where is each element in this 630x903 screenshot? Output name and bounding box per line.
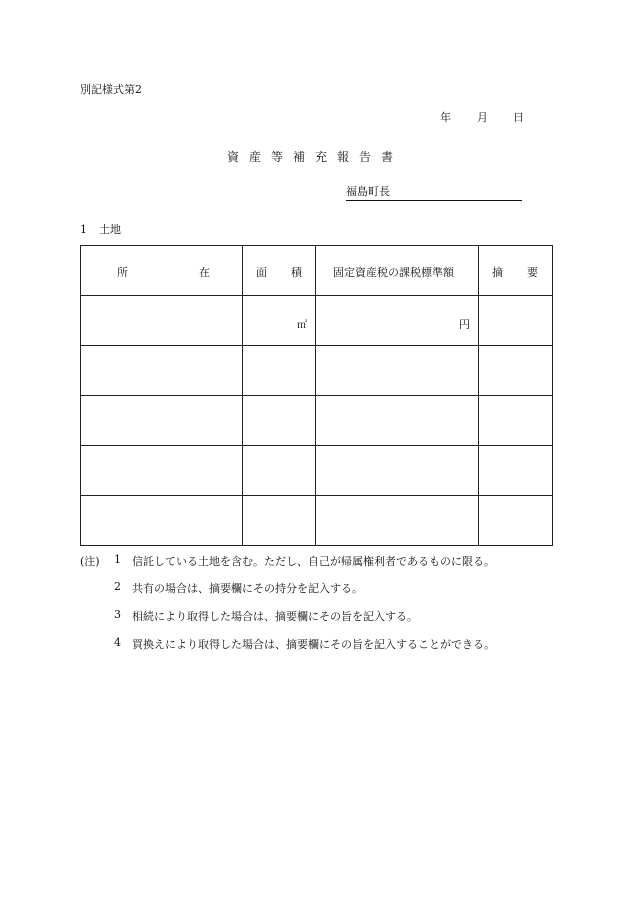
table-header-row [81,246,553,296]
remarks-cell[interactable] [479,396,553,446]
header-location-left: 所 [117,266,128,279]
document-title: 資産等補充報告書 [226,150,403,164]
form-id: 別記様式第2 [80,83,142,96]
header-remarks [479,246,553,296]
value-cell[interactable] [316,396,479,446]
note-number: 1 [114,553,121,566]
table-row [81,496,553,546]
table-row [81,446,553,496]
value-cell[interactable] [316,496,479,546]
note-text: 共有の場合は、摘要欄にその持分を記入する。 [132,582,363,595]
area-cell[interactable] [243,346,316,396]
location-cell[interactable] [81,346,243,396]
location-cell[interactable] [81,396,243,446]
remarks-cell[interactable] [479,446,553,496]
value-cell[interactable] [316,296,479,346]
land-table [80,245,553,546]
note-number: 4 [114,636,121,649]
area-cell[interactable] [243,446,316,496]
notes-label: (注) [80,555,100,568]
value-cell[interactable] [316,346,479,396]
remarks-cell[interactable] [479,296,553,346]
section-heading [80,221,121,237]
value-cell[interactable] [316,446,479,496]
location-cell[interactable] [81,446,243,496]
note-number: 3 [114,608,121,621]
header-value [316,246,479,296]
header-value-label: 固定資産税の課税標準額 [333,266,454,279]
header-area-right: 積 [291,266,302,279]
area-cell[interactable] [243,296,316,346]
remarks-cell[interactable] [479,496,553,546]
area-unit: ㎡ [297,320,307,331]
header-location-right: 在 [199,266,210,279]
table-row [81,296,553,346]
recipient: 福島町長 [346,183,522,201]
note-text: 買換えにより取得した場合は、摘要欄にその旨を記入することができる。 [132,638,495,651]
header-remarks-left: 摘 [492,266,503,279]
table-row [81,396,553,446]
header-remarks-right: 要 [527,266,538,279]
location-cell[interactable] [81,296,243,346]
header-area [243,246,316,296]
note-text: 相続により取得した場合は、摘要欄にその旨を記入する。 [132,610,418,623]
area-cell[interactable] [243,496,316,546]
note-number: 2 [114,580,121,593]
value-unit: 円 [459,318,470,331]
section-number: 1 [80,223,87,236]
table-row [81,346,553,396]
header-location [81,246,243,296]
location-cell[interactable] [81,496,243,546]
remarks-cell[interactable] [479,346,553,396]
section-label: 土地 [99,223,121,236]
date-day-label: 日 [513,111,524,124]
note-text: 信託している土地を含む。ただし、自己が帰属権利者であるものに限る。 [132,555,495,568]
date-year-label: 年 [440,111,451,124]
header-area-left: 面 [256,266,267,279]
area-cell[interactable] [243,396,316,446]
date-month-label: 月 [477,111,488,124]
